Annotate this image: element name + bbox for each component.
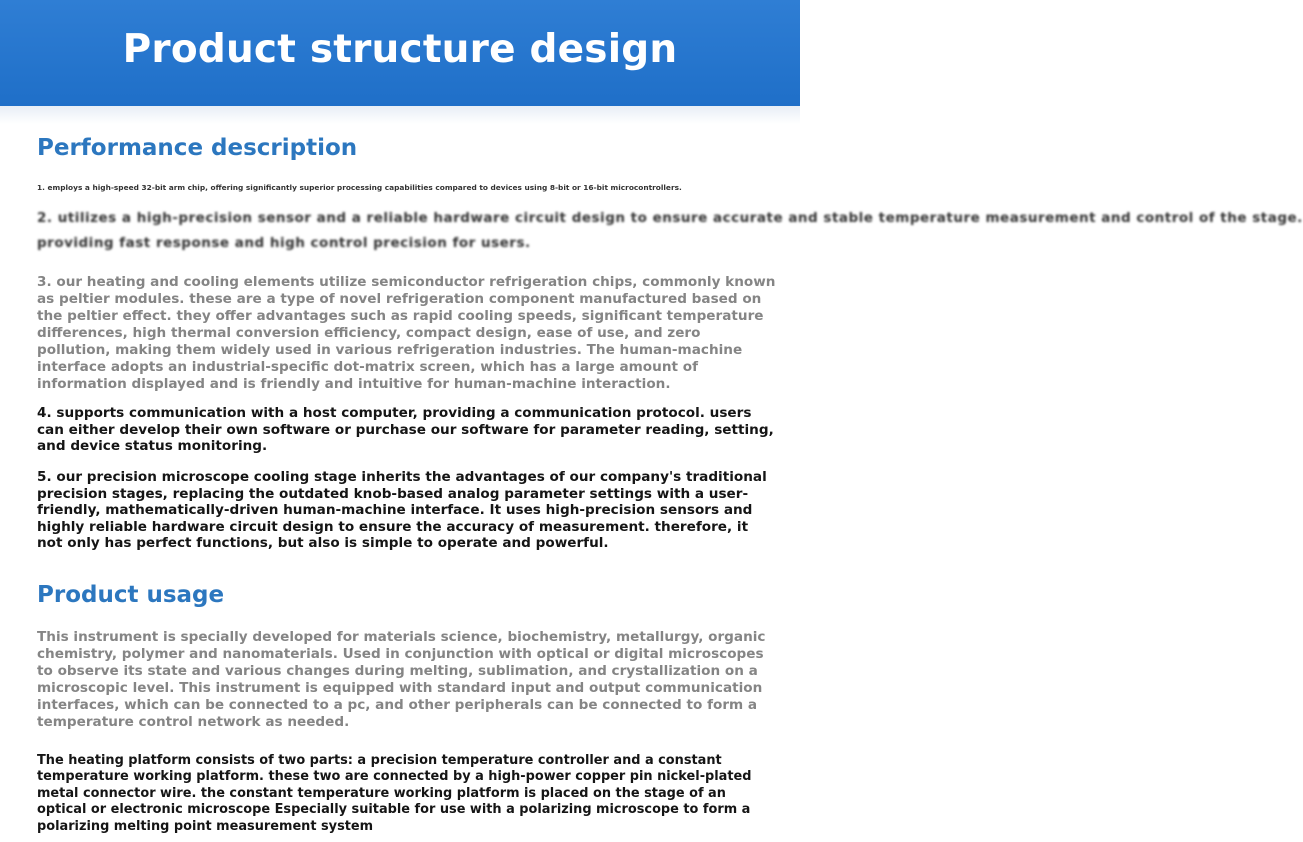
performance-item-3: 3. our heating and cooling elements utilize semiconductor refrigeration chips, commonly known as peltier modules. these are a type of novel refrigeration component manufactured based on the peltier effect. they offer advantages such as rapid cooling speeds, significant temperature differences, high thermal conversion efficiency, compact design, ease of use, and zero pollution, making them widely used in various refrigeration industries. The human-machine interface adopts an industrial-specific dot-matrix screen, which has a large amount of information displayed and is friendly and intuitive for human-machine interaction. xyxy=(37,274,776,392)
usage-heading: Product usage xyxy=(37,582,225,608)
performance-item-5: 5. our precision microscope cooling stage inherits the advantages of our company's traditional precision stages, replacing the outdated knob-based analog parameter settings with a user-friendly, mathematically-driven human-machine interface. It uses high-precision sensors and highly reliable hardware circuit design to ensure the accuracy of measurement. therefore, it not only has perfect functions, but also is simple to operate and powerful. xyxy=(37,469,767,551)
performance-item-2 xyxy=(37,206,1303,258)
performance-item-2-line-2: providing fast response and high control precision for users. xyxy=(37,235,531,251)
usage-paragraph-2: The heating platform consists of two parts: a precision temperature controller and a constant temperature working platform. these two are connected by a high-power copper pin nickel-plated metal connector wire. the constant temperature working platform is placed on the stage of an optical or electronic microscope Especially suitable for use with a polarizing microscope to form a polarizing melting point measurement system xyxy=(37,753,752,834)
performance-item-4: 4. supports communication with a host computer, providing a communication protocol. users can either develop their own software or purchase our software for parameter reading, setting, and device status monitoring. xyxy=(37,405,774,454)
title-banner xyxy=(0,0,800,106)
usage-paragraph-1: This instrument is specially developed for materials science, biochemistry, metallurgy, organic chemistry, polymer and nanomaterials. Used in conjunction with optical or digital microscopes to observe its state and various changes during melting, sublimation, and crystallization on a microscopic level. This instrument is equipped with standard input and output communication interfaces, which can be connected to a pc, and other peripherals can be connected to form a temperature control network as needed. xyxy=(37,629,766,730)
page-title: Product structure design xyxy=(122,26,678,72)
performance-item-2-line-1: 2. utilizes a high-precision sensor and a reliable hardware circuit design to ensure accurate and stable temperature measurement and control of the stage. xyxy=(37,210,1303,226)
performance-item-1: 1. employs a high-speed 32-bit arm chip, offering significantly superior processing capabilities compared to devices using 8-bit or 16-bit microcontrollers. xyxy=(37,183,682,192)
banner-shadow xyxy=(0,106,800,124)
performance-heading: Performance description xyxy=(37,135,358,161)
